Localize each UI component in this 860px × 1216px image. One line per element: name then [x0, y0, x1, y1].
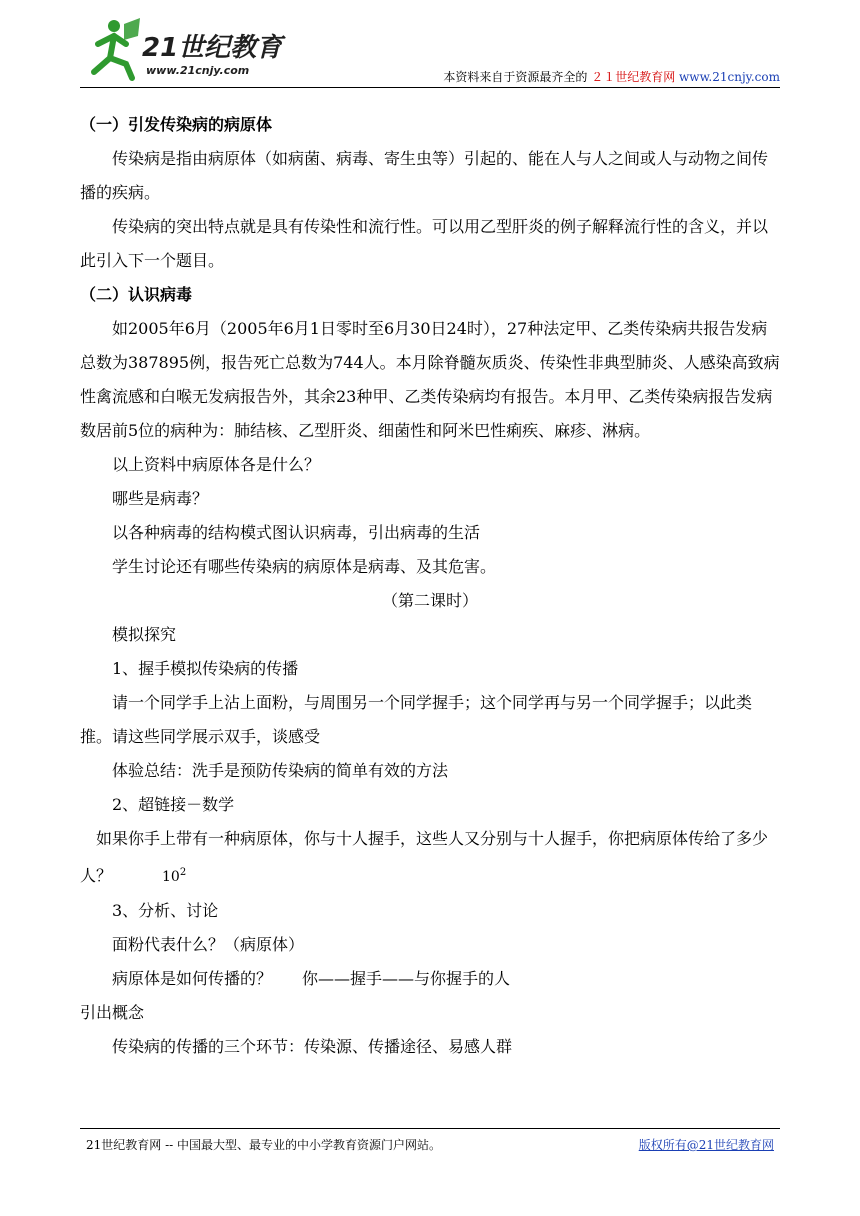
paragraph: 面粉代表什么？（病原体）: [112, 935, 305, 954]
power-base: 10: [162, 869, 180, 885]
paragraph: 1、握手模拟传染病的传播: [112, 659, 299, 678]
document-body: [80, 108, 780, 1064]
paragraph: 哪些是病毒？: [112, 489, 209, 508]
section-heading-pathogen: （一）引发传染病的病原体: [80, 115, 273, 134]
math-question: [80, 822, 780, 894]
section-heading-virus: （二）认识病毒: [80, 285, 193, 304]
logo-text: 21世纪教育: [142, 33, 283, 63]
transmission-chain: 你——握手——与你握手的人: [302, 969, 511, 988]
page-footer: [80, 1128, 780, 1152]
paragraph: 2、超链接－数学: [112, 795, 235, 814]
paragraph-transmission: [80, 962, 780, 996]
page-header: [80, 14, 780, 92]
paragraph: 传染病的传播的三个环节：传染源、传播途径、易感人群: [112, 1037, 513, 1056]
header-source-note: [443, 68, 780, 85]
site-logo: [80, 14, 290, 86]
footer-site-description: 21世纪教育网 -- 中国最大型、最专业的中小学教育资源门户网站。: [86, 1138, 442, 1152]
header-divider: [80, 87, 780, 88]
paragraph: 体验总结：洗手是预防传染病的简单有效的方法: [112, 761, 449, 780]
paragraph: 3、分析、讨论: [112, 901, 219, 920]
transmission-question: 病原体是如何传播的？: [112, 969, 273, 988]
math-question-text: 如果你手上带有一种病原体，你与十人握手，这些人又分别与十人握手，你把病原体传给了多少人？: [80, 829, 769, 885]
runner-figure-icon: [94, 18, 140, 78]
paragraph: 如2005年6月（2005年6月1日零时至6月30日24时），27种法定甲、乙类传染病共报告发病总数为387895例，报告死亡总数为744人。本月除脊髓灰质炎、传染性非典型肺炎、人感染高致病性禽流感和白喉无发病报告外，其余23种甲、乙类传染病均有报告。本月甲、乙类传染病报告发病数居前5位的病种为：肺结核、乙型肝炎、细菌性和阿米巴性痢疾、麻疹、淋病。: [80, 319, 780, 440]
header-note-prefix: 本资料来自于资源最齐全的: [443, 70, 588, 84]
power-exponent: 2: [179, 867, 187, 878]
header-note-url[interactable]: www.21cnjy.com: [679, 70, 780, 84]
footer-divider: [80, 1128, 780, 1129]
paragraph: 引出概念: [80, 1003, 145, 1022]
paragraph: 模拟探究: [112, 625, 177, 644]
paragraph: 请一个同学手上沾上面粉，与周围另一个同学握手；这个同学再与另一个同学握手；以此类推。请这些同学展示双手，谈感受: [80, 693, 753, 746]
logo-url: www.21cnjy.com: [146, 64, 250, 77]
paragraph: 传染病的突出特点就是具有传染性和流行性。可以用乙型肝炎的例子解释流行性的含义，并以此引入下一个题目。: [80, 217, 769, 270]
paragraph: 学生讨论还有哪些传染病的病原体是病毒、及其危害。: [112, 557, 497, 576]
lesson-subtitle: （第二课时）: [381, 591, 478, 610]
paragraph: 以各种病毒的结构模式图认识病毒，引出病毒的生活: [112, 523, 481, 542]
footer-copyright-link[interactable]: 版权所有@21世纪教育网: [638, 1138, 774, 1152]
paragraph: 以上资料中病原体各是什么？: [112, 455, 321, 474]
header-note-site[interactable]: ２１世纪教育网: [591, 70, 676, 84]
paragraph: 传染病是指由病原体（如病菌、病毒、寄生虫等）引起的、能在人与人之间或人与动物之间传播的疾病。: [80, 149, 769, 202]
power-expression: [162, 869, 186, 885]
